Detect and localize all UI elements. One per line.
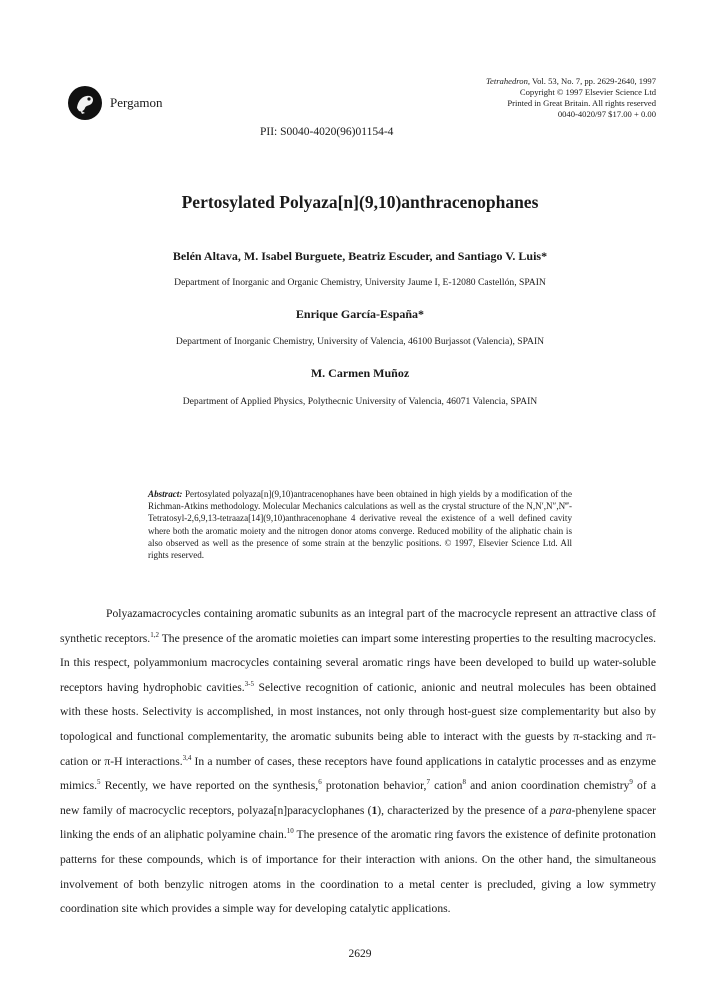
journal-name: Tetrahedron, [486,76,531,86]
body-sentence: of a new family of macrocyclic receptors, polyaza[n]paracyclophanes ( [60,779,656,817]
body-sentence: Polyazamacrocycles containing aromatic subunits as an integral part of the macrocycle represent an attractive class of synthetic receptors. [60,607,656,645]
body-sentence: cation [429,779,463,793]
journal-citation [486,76,656,87]
journal-info [486,76,656,120]
journal-volume: Vol. 53, No. 7, pp. 2629-2640, 1997 [530,76,656,86]
body-text [60,602,656,922]
citation-ref: 1,2 [150,630,159,639]
affiliation-2: Department of Inorganic Chemistry, University of Valencia, 46100 Burjassot (Valencia), SPAIN [175,336,545,347]
body-sentence: Selective recognition of cationic, anionic and neutral molecules has been obtained with these hosts. Selectivity is accomplished, in most instances, not only through host-guest size complementarity but also by topological and functional complementarity, the aromatic subunits being able to interact with the guests by π-stacking and π-cation or π-H interactions. [60,680,656,768]
italic-term: para [549,803,572,817]
publisher-logo [68,86,102,120]
pii-identifier: PII: S0040-4020(96)01154-4 [260,126,394,138]
body-paragraph [60,602,656,922]
body-sentence: -phenylene spacer linking the ends of an aliphatic polyamine chain. [60,803,656,842]
author-group-1: Belén Altava, M. Isabel Burguete, Beatriz Escuder, and Santiago V. Luis* [172,249,548,263]
author-group-3: M. Carmen Muñoz [310,366,410,380]
body-sentence: ), characterized by the presence of a [377,803,550,817]
printed-line: Printed in Great Britain. All rights reserved [507,98,656,108]
citation-ref: 6 [318,778,322,787]
citation-ref: 3,4 [182,753,192,762]
body-sentence: The presence of the aromatic moieties can impart some interesting properties to the resulting macrocycles. In this respect, polyammonium macrocycles containing several aromatic rings have been developed to build up water-soluble receptors having hydrophobic cavities. [60,631,656,694]
citation-ref: 5 [97,778,101,787]
body-sentence: In a number of cases, these receptors have found applications in catalytic processes and as enzyme mimics. [60,754,656,793]
citation-ref: 3-5 [244,679,254,688]
issn-price-line: 0040-4020/97 $17.00 + 0.00 [557,109,656,119]
body-sentence: Recently, we have reported on the synthesis, [100,779,319,793]
citation-ref: 9 [629,778,633,787]
affiliation-1: Department of Inorganic and Organic Chemistry, University Jaume I, E-12080 Castellón, SPAIN [174,277,546,288]
pergamon-logo-icon [68,86,102,120]
author-group-2: Enrique García-España* [295,307,425,321]
copyright-line: Copyright © 1997 Elsevier Science Ltd [519,87,656,97]
affiliation-3: Department of Applied Physics, Polythecnic University of Valencia, 46071 Valencia, SPAIN [182,396,538,407]
citation-ref: 7 [426,778,430,787]
paper-title: Pertosylated Polyaza[n](9,10)anthracenophanes [181,192,539,212]
page-number: 2629 [348,948,372,960]
body-sentence: protonation behavior, [321,779,427,793]
body-sentence: and anion coordination chemistry [465,779,630,793]
abstract-label: Abstract: [148,489,183,499]
compound-number: 1 [371,803,378,817]
citation-ref: 8 [462,778,466,787]
citation-ref: 10 [286,827,294,836]
body-sentence: The presence of the aromatic ring favors the existence of definite protonation patterns for these compounds, which is of importance for their interaction with anions. On the other hand, the simultaneous involvement of both benzylic nitrogen atoms in the coordination to a metal center is precluded, giving a low symmetry coordination site which provides a simple way for developing catalytic applications. [60,828,656,916]
abstract-text: Pertosylated polyaza[n](9,10)antracenophanes have been obtained in high yields by a modification of the Richman-Atkins methodology. Molecular Mechanics calculations as well as the crystal structure of the N,N′,N″,N‴-Tetratosyl-2,6,9,13-tetraaza[14](9,10)anthracenophane 4 derivative reveal the existence of a well defined cavity where both the aromatic moiety and the nitrogen donor atoms converge. Reduced mobility of the aliphatic chain is also observed as well as the presence of some strain at the benzylic positions. © 1997, Elsevier Science Ltd. All rights reserved. [148,489,572,561]
abstract [148,488,572,561]
publisher-name: Pergamon [110,95,163,110]
